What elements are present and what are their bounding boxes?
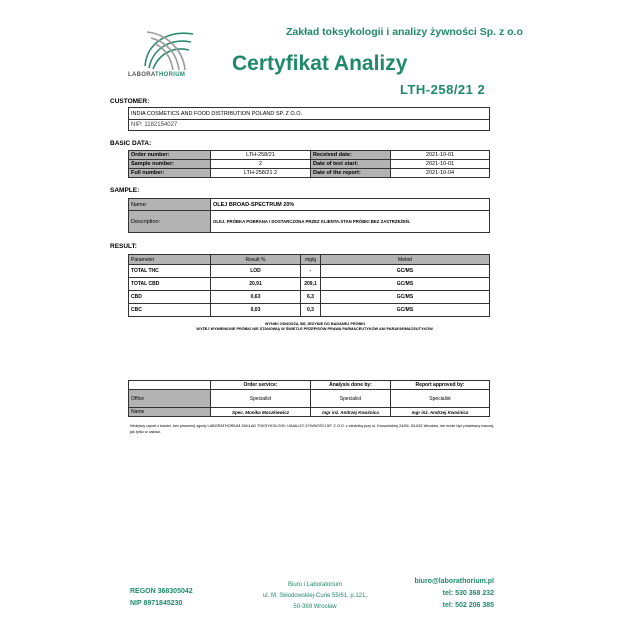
result-label: RESULT:	[110, 243, 137, 250]
table-row: Name Spec. Monika Moczkiewicz mgr inż. Andrzej Kwaśnica mgr inż. Andrzej Kwaśnica	[129, 408, 490, 417]
table-row: Description: OLEJ. PRÓBKA POBRANA I DOSTARCZONA PRZEZ KLIENTA.STAN PRÓBKI BEZ ZASTRZEŻEŃ.	[129, 211, 490, 233]
customer-nip: NIP: 1182154027	[129, 120, 490, 131]
table-row: Sample number: 2 Date of test start: 2021-10-01	[129, 160, 490, 169]
customer-table	[128, 107, 490, 131]
table-row: CBD 0,63 6,3 GC/MS	[129, 291, 490, 304]
table-row: Full number: LTH-258/21 2 Date of the report: 2021-10-04	[129, 169, 490, 178]
table-row: Office Specialist Specialist Specialist	[129, 390, 490, 408]
company-name: Zakład toksykologii i analizy żywności Sp. z o.o	[286, 26, 523, 38]
logo-wordmark: LABORATHORIUM	[128, 72, 186, 78]
certificate-number: LTH-258/21 2	[400, 82, 486, 97]
footer-registration: REGON 368305042 NIP 8971845230	[130, 588, 193, 607]
result-table	[128, 254, 490, 317]
disclaimer: Niniejszy raport z badań, bez pisemnej zgody LABORATHORIUM ZAKŁAD TOKSYKOLOGII I ANALIZY ŻYWNOŚCI SP. Z O.O. z siedzibą przy ul. Kruszwickiej 24/66, 53-632 Wrocław, nie może być powielany inaczej, jak tylko w całości.	[130, 424, 495, 434]
sample-table	[128, 198, 490, 233]
sample-label: SAMPLE:	[110, 187, 140, 194]
footer-address: Biuro i Laboratorium ul. M. Skłodowskiej-Curie 55/61, p.121, 50-369 Wrocław	[262, 582, 368, 610]
basic-data-table	[128, 150, 490, 178]
sample-description: OLEJ. PRÓBKA POBRANA I DOSTARCZONA PRZEZ KLIENTA.STAN PRÓBKI BEZ ZASTRZEŻEŃ.	[211, 211, 490, 233]
footer-contact: biuro@laborathorium.pl tel: 530 368 232 tel: 502 206 385	[390, 576, 494, 612]
sample-name: OLEJ BROAD-SPECTRUM 20%	[211, 199, 490, 211]
table-header-row: Order service: Analysis done by: Report approved by:	[129, 381, 490, 390]
table-header-row: Parameter Result % mg/g Metod	[129, 255, 490, 265]
page-title: Certyfikat Analizy	[232, 52, 408, 75]
signatures-table	[128, 380, 490, 417]
table-row: Order number: LTH-258/21 Received date: 2021-10-01	[129, 151, 490, 160]
customer-label: CUSTOMER:	[110, 98, 150, 105]
table-row: TOTAL CBD 20,91 209,1 GC/MS	[129, 278, 490, 291]
table-row: CBC 0,03 0,3 GC/MS	[129, 304, 490, 317]
table-row: TOTAL THC LOD - GC/MS	[129, 265, 490, 278]
footer-email[interactable]: biuro@laborathorium.pl	[414, 578, 494, 585]
result-note: WYNIKI ODNOSZĄ SIĘ JEDYNIE DO BADANEJ PRÓBKI WYŻEJ WYMIENIONE PRÓBKI NIE STANOWIĄ W ŚWIETLE PRZEPISÓW PRAWA PARMACEUTYKÓW ANI PARAFARMACEUTYKÓW.	[196, 322, 434, 331]
basic-data-label: BASIC DATA:	[110, 140, 152, 147]
table-row: Name: OLEJ BROAD-SPECTRUM 20%	[129, 199, 490, 211]
customer-name: INDIA COSMETICS AND FOOD DISTRIBUTION POLAND SP. Z O.O.	[129, 108, 490, 120]
